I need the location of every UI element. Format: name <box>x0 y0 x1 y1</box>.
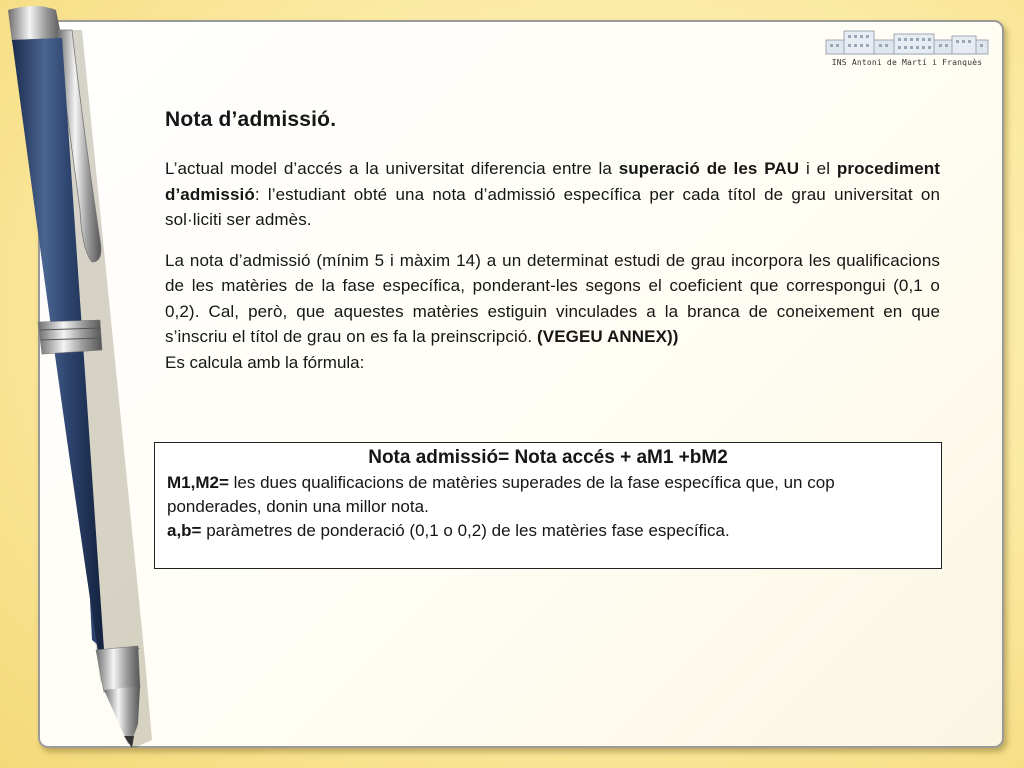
formula-text: les dues qualificacions de matèries superades de la fase específica que, un cop ponderades, donin una millor nota. <box>167 473 835 516</box>
building-icon <box>824 28 990 56</box>
formula-label: M1,M2= <box>167 473 229 492</box>
formula-definition-m <box>167 471 929 519</box>
logo-caption: INS Antoni de Martí i Franquès <box>831 58 983 67</box>
formula-intro: Es calcula amb la fórmula: <box>165 352 365 372</box>
paragraph-admission-grade <box>165 248 940 350</box>
text-run: : l’estudiant obté una nota d’admissió específica per cada títol de grau universitat on sol·liciti ser admès. <box>165 184 940 229</box>
page-title: Nota d’admissió. <box>165 108 337 131</box>
text-run: i el <box>799 159 837 178</box>
formula-text: paràmetres de ponderació (0,1 o 0,2) de les matèries fase específica. <box>201 521 730 540</box>
text-run: L’actual model d’accés a la universitat diferencia entre la <box>165 159 619 178</box>
text-run: La nota d’admissió (mínim 5 i màxim 14) a un determinat estudi de grau incorpora les qualificacions de les matèries de la fase específica, ponderant-les segons el coeficient que correspongui (0,1 o 0,2). Cal, però, que aquestes matèries estiguin vinculades a la branca de coneixement en que s’inscriu el títol de grau on es fa la preinscripció. <box>165 250 940 346</box>
formula-box <box>154 442 942 569</box>
formula-title: Nota admissió= Nota accés + aM1 +bM2 <box>368 447 728 468</box>
formula-label: a,b= <box>167 521 202 540</box>
bold-run: superació de les PAU <box>618 159 800 178</box>
school-logo <box>824 28 990 70</box>
bold-run: procediment d’admissió <box>165 159 940 204</box>
annex-reference: (VEGEU ANNEX)) <box>537 327 679 346</box>
paragraph-access-model <box>165 156 940 233</box>
formula-definition-ab <box>167 519 929 543</box>
pen-illustration <box>0 0 160 768</box>
slide-content <box>165 108 940 375</box>
